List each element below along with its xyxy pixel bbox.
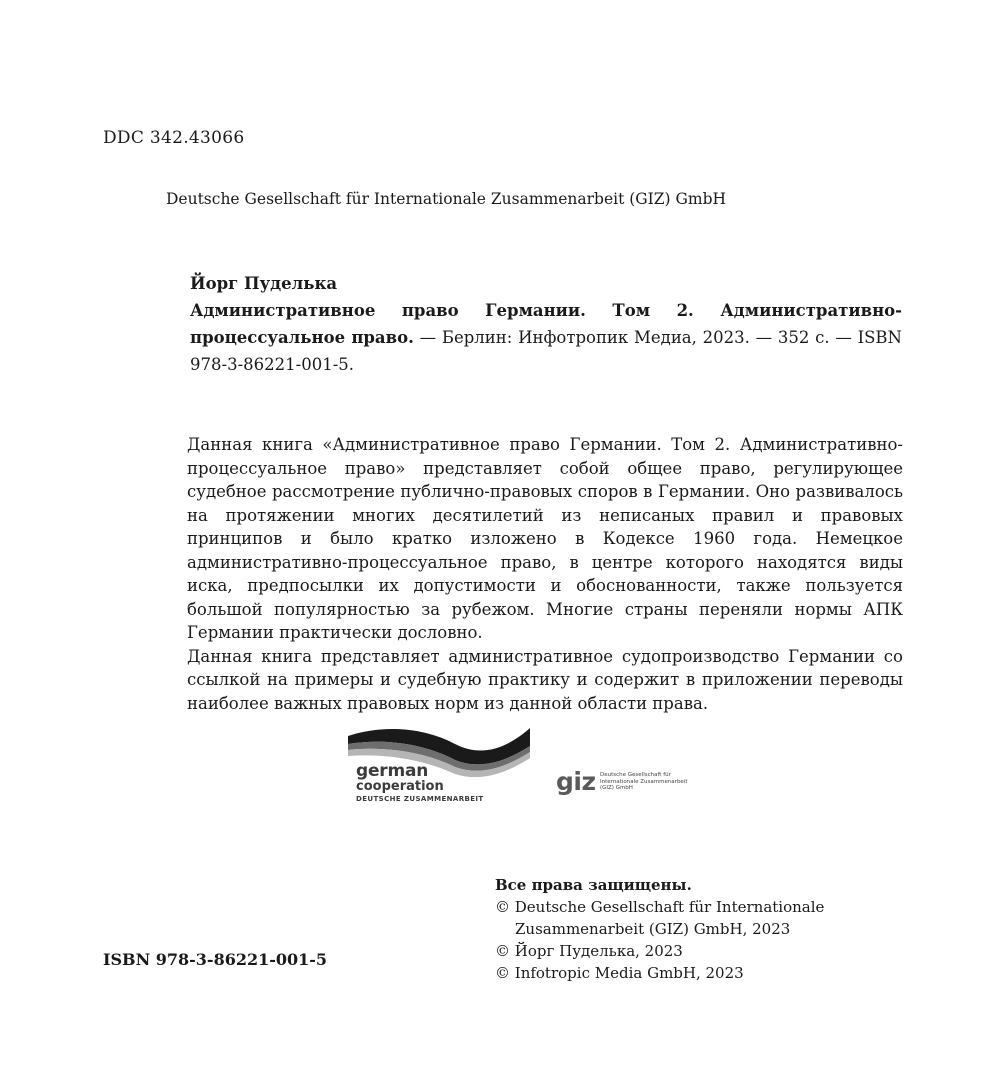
isbn: ISBN 978-3-86221-001-5 xyxy=(103,950,328,969)
copyright-line-3: © Йорг Пуделька, 2023 xyxy=(495,942,683,960)
copyright-line-2: Zusammenarbeit (GIZ) GmbH, 2023 xyxy=(515,920,791,938)
ddc-code: DDC 342.43066 xyxy=(103,128,245,148)
copyright-block xyxy=(495,874,824,984)
publisher-org: Deutsche Gesellschaft für Internationale Zusammenarbeit (GIZ) GmbH xyxy=(166,190,727,208)
gc-line-1: german xyxy=(356,761,429,781)
copyright-line-1: © Deutsche Gesellschaft für Internationale xyxy=(495,898,825,916)
annotation-paragraph-1: Данная книга «Административное право Германии. Том 2. Административно-процессуальное право» представляет собой общее право, регулирующее судебное рассмотрение публично-правовых споров в Германии. Оно развивалось на протяжении многих десятилетий из неписаных правил и правовых принципов и было кратко изложено в Кодексе 1960 года. Немецкое административно-процессуальное право, в центре которого находятся виды иска, предпосылки их допустимости и обоснованности, также пользуется большой популярностью за рубежом. Многие страны переняли нормы АПК Германии практически дословно. xyxy=(187,435,903,642)
book-title: Административное право Германии. Том 2. Административно-процессуальное право. xyxy=(190,301,902,347)
rights-reserved: Все права защищены. xyxy=(495,876,692,894)
bibliographic-record xyxy=(190,270,902,378)
german-cooperation-wordmark xyxy=(356,763,484,804)
gc-line-3: DEUTSCHE ZUSAMMENARBEIT xyxy=(356,795,484,803)
gc-line-2: cooperation xyxy=(356,779,444,794)
annotation-paragraph-2: Данная книга представляет административное судопроизводство Германии со ссылкой на примеры и судебную практику и содержит в приложении переводы наиболее важных правовых норм из данной области права. xyxy=(187,646,903,713)
author-name: Йорг Пуделька xyxy=(190,274,338,293)
giz-logo-mark: giz xyxy=(556,767,596,796)
imprint: — Берлин: Инфотропик Медиа, 2023. — 352 с. — ISBN 978-3-86221-001-5. xyxy=(190,328,902,374)
copyright-line-4: © Infotropic Media GmbH, 2023 xyxy=(495,964,744,982)
annotation xyxy=(187,433,903,715)
giz-logo-text: Deutsche Gesellschaft für Internationale Zusammenarbeit (GIZ) GmbH xyxy=(600,772,688,791)
